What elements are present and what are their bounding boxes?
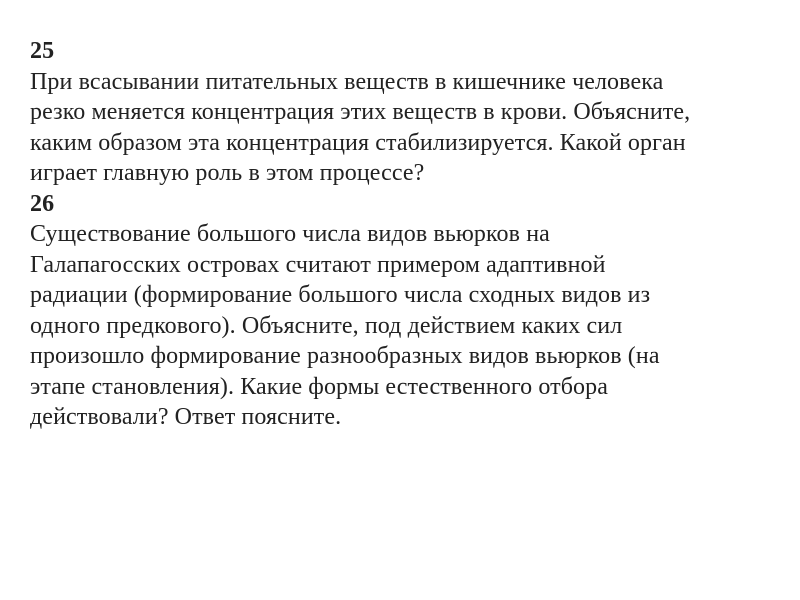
question-text-line: Существование большого числа видов вьюрков на [30, 221, 550, 247]
question-text-line: каким образом эта концентрация стабилизируется. Какой орган [30, 129, 686, 156]
slide-content [30, 36, 790, 433]
question-text-line: произошло формирование разнообразных видов вьюрков (на [30, 343, 660, 369]
question-text-line: одного предкового). Объясните, под действием каких сил [30, 312, 623, 339]
question-text-line: радиации (формирование большого числа сходных видов из [30, 282, 651, 308]
question-number: 26 [30, 190, 55, 217]
question-25 [30, 36, 790, 189]
question-26 [30, 189, 790, 433]
question-text-line: Галапагосских островах считают примером адаптивной [30, 251, 606, 278]
question-text-line: резко меняется концентрация этих веществ в крови. Объясните, [30, 99, 691, 125]
question-text-line: При всасывании питательных веществ в кишечнике человека [30, 68, 664, 95]
question-text-line: этапе становления). Какие формы естественного отбора [30, 373, 609, 400]
question-text-line: играет главную роль в этом процессе? [30, 160, 425, 186]
question-number: 25 [30, 38, 55, 64]
question-text-line: действовали? Ответ поясните. [30, 404, 342, 430]
